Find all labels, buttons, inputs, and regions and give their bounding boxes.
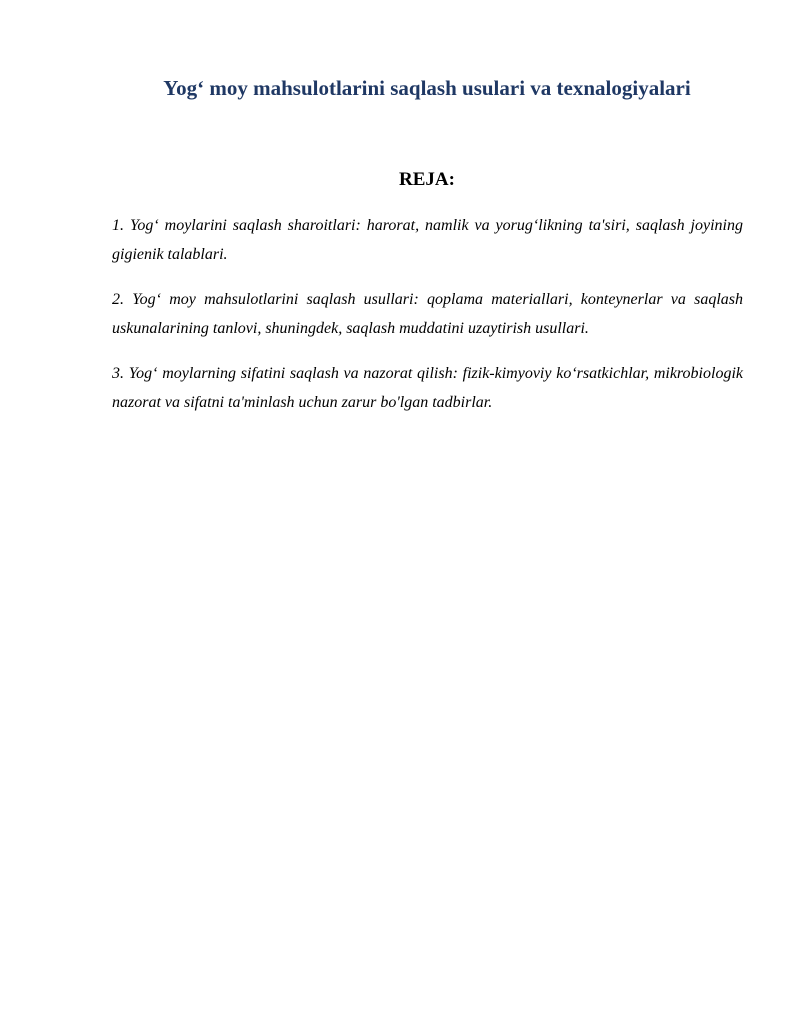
document-title: Yog‘ moy mahsulotlarini saqlash usulari va texnalogiyalari xyxy=(163,76,691,100)
plan-item-3: 3. Yog‘ moylarning sifatini saqlash va nazorat qilish: fizik-kimyoviy ko‘rsatkichlar, mikrobiologik nazorat va sifatni ta'minlash uchun zarur bo'lgan tadbirlar. xyxy=(112,365,743,411)
plan-list xyxy=(112,211,743,433)
plan-item-2: 2. Yog‘ moy mahsulotlarini saqlash usullari: qoplama materiallari, konteynerlar va saqlash uskunalarining tanlovi, shuningdek, saqlash muddatini uzaytirish usullari. xyxy=(112,291,743,337)
plan-heading: REJA: xyxy=(399,169,455,190)
plan-item-1: 1. Yog‘ moylarini saqlash sharoitlari: harorat, namlik va yorug‘likning ta'siri, saqlash joyining gigienik talablari. xyxy=(112,217,743,263)
